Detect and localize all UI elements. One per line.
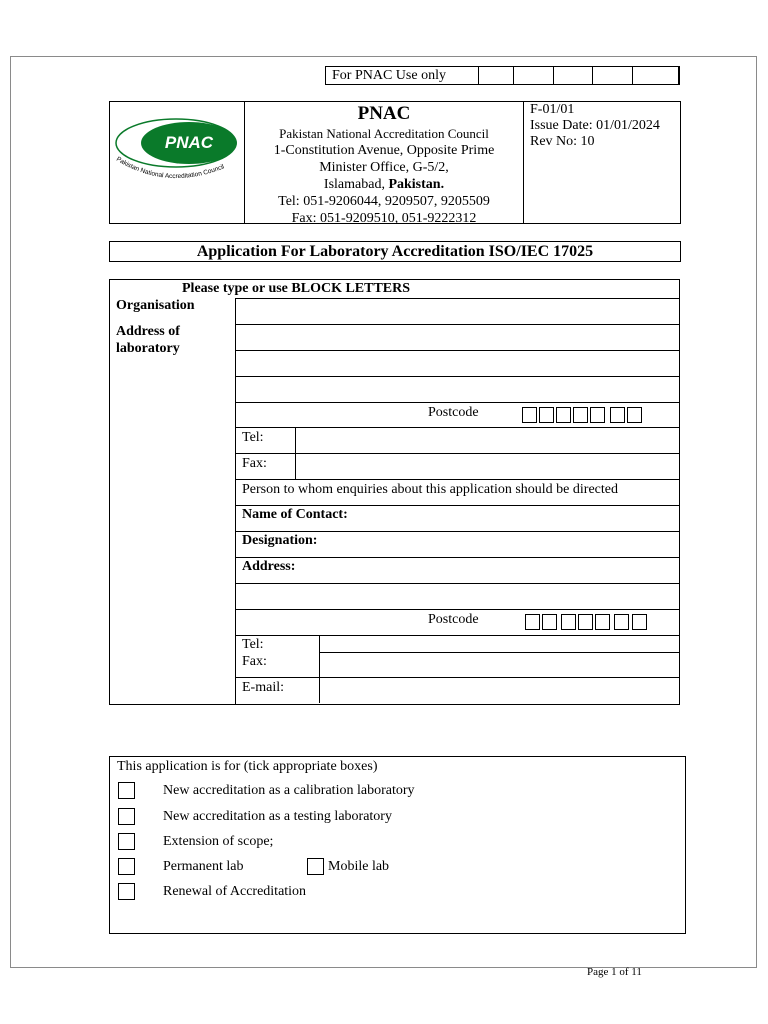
contact-postcode-digit-box[interactable] xyxy=(595,614,610,630)
org-address-line1: 1-Constitution Avenue, Opposite Prime xyxy=(273,143,495,158)
form-meta-cell xyxy=(523,102,680,223)
fax-label: Fax: xyxy=(242,456,267,471)
contact-postcode-digit-box[interactable] xyxy=(578,614,593,630)
fax-field[interactable] xyxy=(295,454,680,479)
contact-email-label: E-mail: xyxy=(242,680,284,695)
contact-address-field-line2[interactable] xyxy=(236,583,680,609)
organisation-field[interactable] xyxy=(236,298,680,324)
designation-row[interactable] xyxy=(236,531,680,557)
contact-postcode-row xyxy=(236,609,680,635)
pnac-use-cell[interactable] xyxy=(632,67,678,84)
calibration-lab-label: New accreditation as a calibration laboratory xyxy=(163,783,415,798)
contact-address-label: Address: xyxy=(242,559,296,574)
mobile-lab-checkbox[interactable] xyxy=(307,858,324,875)
header-table xyxy=(109,101,681,224)
logo-text: PNAC xyxy=(164,133,214,152)
contact-postcode-digit-box[interactable] xyxy=(614,614,629,630)
block-letters-instruction: Please type or use BLOCK LETTERS xyxy=(182,281,411,296)
pnac-use-cell[interactable] xyxy=(592,67,632,84)
contact-email-field[interactable] xyxy=(319,678,680,703)
logo-cell xyxy=(110,102,244,223)
postcode-digit-box[interactable] xyxy=(590,407,605,423)
postcode-digit-box[interactable] xyxy=(539,407,554,423)
contact-postcode-digit-box[interactable] xyxy=(525,614,540,630)
testing-lab-checkbox[interactable] xyxy=(118,808,135,825)
form-fields-column xyxy=(235,298,680,704)
extension-of-scope-checkbox[interactable] xyxy=(118,833,135,850)
org-address-line3 xyxy=(245,176,523,193)
laboratory-details-form xyxy=(109,279,680,705)
org-address-line2: Minister Office, G-5/2, xyxy=(319,160,449,175)
postcode-digit-box[interactable] xyxy=(556,407,571,423)
postcode-boxes[interactable] xyxy=(522,407,647,423)
page-number: Page 1 of 11 xyxy=(587,966,642,978)
fax-row xyxy=(236,453,680,479)
testing-lab-label: New accreditation as a testing laboratory xyxy=(163,809,392,824)
postcode-digit-box[interactable] xyxy=(627,407,642,423)
designation-label: Designation: xyxy=(242,533,318,548)
contact-tel-field[interactable] xyxy=(319,636,680,653)
extension-of-scope-label: Extension of scope; xyxy=(163,834,274,849)
org-short-name: PNAC xyxy=(357,103,411,124)
contact-postcode-digit-box[interactable] xyxy=(542,614,557,630)
address-field-line3[interactable] xyxy=(236,376,680,402)
organisation-label: Organisation xyxy=(116,298,195,313)
enquiry-note-row xyxy=(236,479,680,505)
org-full-name: Pakistan National Accreditation Council xyxy=(279,126,489,141)
contact-name-row[interactable] xyxy=(236,505,680,531)
pnac-logo xyxy=(110,102,244,223)
contact-fax-label: Fax: xyxy=(242,654,267,669)
contact-fax-field[interactable] xyxy=(319,652,680,678)
permanent-lab-label: Permanent lab xyxy=(163,859,244,874)
renewal-label: Renewal of Accreditation xyxy=(163,884,307,899)
address-label-line1: Address of xyxy=(116,324,180,339)
pnac-use-cell[interactable] xyxy=(513,67,553,84)
org-tel: Tel: 051-9206044, 9209507, 9205509 xyxy=(278,194,490,209)
contact-postcode-label: Postcode xyxy=(428,612,479,627)
postcode-label: Postcode xyxy=(428,405,479,420)
postcode-digit-box[interactable] xyxy=(522,407,537,423)
postcode-digit-box[interactable] xyxy=(610,407,625,423)
address-field-line1[interactable] xyxy=(236,324,680,350)
renewal-checkbox[interactable] xyxy=(118,883,135,900)
pnac-use-only-box xyxy=(325,66,680,85)
org-city: Islamabad, xyxy=(323,177,389,192)
mobile-lab-label: Mobile lab xyxy=(328,859,390,874)
pnac-use-cell[interactable] xyxy=(553,67,593,84)
org-fax: Fax: 051-9209510, 051-9222312 xyxy=(291,211,477,226)
contact-postcode-digit-box[interactable] xyxy=(561,614,576,630)
contact-name-label: Name of Contact: xyxy=(242,507,348,522)
revision-number: Rev No: 10 xyxy=(530,134,595,149)
tel-field[interactable] xyxy=(295,428,680,453)
contact-tel-fax-row xyxy=(236,635,680,677)
contact-postcode-digit-box[interactable] xyxy=(632,614,647,630)
contact-email-row xyxy=(236,677,680,703)
address-label-line2: laboratory xyxy=(116,341,180,356)
document-title: Application For Laboratory Accreditation ISO/IEC 17025 xyxy=(109,241,681,262)
tel-label: Tel: xyxy=(242,430,264,445)
address-field-line2[interactable] xyxy=(236,350,680,376)
application-type-heading: This application is for (tick appropriate boxes) xyxy=(117,759,378,774)
contact-tel-label: Tel: xyxy=(242,637,264,652)
pnac-use-cell[interactable] xyxy=(478,67,513,84)
enquiry-note: Person to whom enquiries about this application should be directed xyxy=(242,482,618,497)
logo-arc-text: Pakistan National Accreditation Council xyxy=(114,155,226,181)
calibration-lab-checkbox[interactable] xyxy=(118,782,135,799)
org-info-cell xyxy=(244,102,523,226)
postcode-digit-box[interactable] xyxy=(573,407,588,423)
postcode-row xyxy=(236,402,680,427)
contact-postcode-boxes[interactable] xyxy=(525,614,650,630)
form-number: F-01/01 xyxy=(530,102,575,117)
tel-row xyxy=(236,427,680,453)
pnac-use-cell[interactable] xyxy=(678,67,679,84)
issue-date: Issue Date: 01/01/2024 xyxy=(530,118,660,133)
application-type-box xyxy=(109,756,686,934)
org-country: Pakistan. xyxy=(388,177,445,192)
contact-address-row[interactable] xyxy=(236,557,680,583)
pnac-use-only-label: For PNAC Use only xyxy=(332,68,446,83)
permanent-lab-checkbox[interactable] xyxy=(118,858,135,875)
